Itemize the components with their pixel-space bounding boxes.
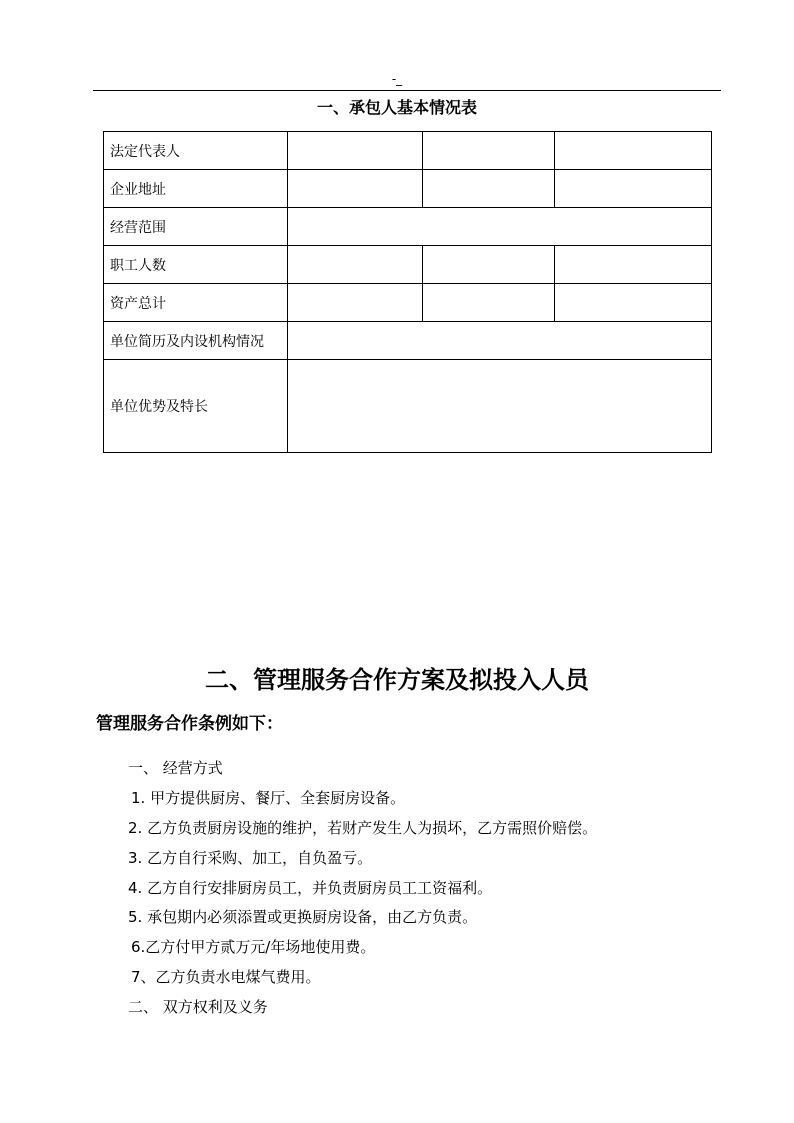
table-title: 一、承包人基本情况表 xyxy=(316,98,477,117)
table-row xyxy=(104,284,712,322)
table-cell-empty xyxy=(288,208,712,246)
clause-item: 1. 甲方提供厨房、餐厅、全套厨房设备。 xyxy=(131,789,406,807)
clause-item: 2. 乙方负责厨房设施的维护，若财产发生人为损坏，乙方需照价赔偿。 xyxy=(128,819,598,837)
row-label-address: 企业地址 xyxy=(104,170,288,208)
row-label-total-assets: 资产总计 xyxy=(104,284,288,322)
table-cell-empty xyxy=(423,284,555,322)
table-cell-empty xyxy=(288,246,423,284)
clause-heading: 一、 经营方式 xyxy=(128,759,223,777)
section-title: 二、管理服务合作方案及拟投入人员 xyxy=(205,666,589,694)
table-row xyxy=(104,360,712,453)
table-cell-empty xyxy=(423,170,555,208)
row-label-profile: 单位简历及内设机构情况 xyxy=(104,322,288,360)
clause-item: 3. 乙方自行采购、加工，自负盈亏。 xyxy=(128,849,373,867)
table-cell-empty xyxy=(555,284,712,322)
row-label-strengths: 单位优势及特长 xyxy=(104,360,288,453)
table-cell-empty xyxy=(288,322,712,360)
table-row xyxy=(104,170,712,208)
row-label-business-scope: 经营范围 xyxy=(104,208,288,246)
table-row xyxy=(104,132,712,170)
table-row xyxy=(104,208,712,246)
table-cell-empty xyxy=(423,132,555,170)
row-label-legal-rep: 法定代表人 xyxy=(104,132,288,170)
contractor-info-table xyxy=(103,131,712,453)
table-row xyxy=(104,322,712,360)
table-cell-empty xyxy=(423,246,555,284)
page-header-mark: -_ xyxy=(391,72,403,86)
clause-item: 5. 承包期内必须添置或更换厨房设备，由乙方负责。 xyxy=(128,908,478,926)
row-label-staff-count: 职工人数 xyxy=(104,246,288,284)
table-cell-empty xyxy=(555,170,712,208)
table-cell-empty xyxy=(288,132,423,170)
clause-heading: 二、 双方权利及义务 xyxy=(128,998,268,1016)
header-rule xyxy=(93,90,721,91)
clause-item: 7、乙方负责水电煤气费用。 xyxy=(131,968,321,986)
table-cell-empty xyxy=(555,246,712,284)
table-cell-empty xyxy=(288,170,423,208)
clause-item: 6.乙方付甲方贰万元/年场地使用费。 xyxy=(131,938,376,956)
section-intro: 管理服务合作条例如下： xyxy=(96,714,283,734)
table-cell-empty xyxy=(555,132,712,170)
table-row xyxy=(104,246,712,284)
table-cell-empty xyxy=(288,360,712,453)
table-cell-empty xyxy=(288,284,423,322)
clause-item: 4. 乙方自行安排厨房员工，并负责厨房员工工资福利。 xyxy=(128,879,493,897)
